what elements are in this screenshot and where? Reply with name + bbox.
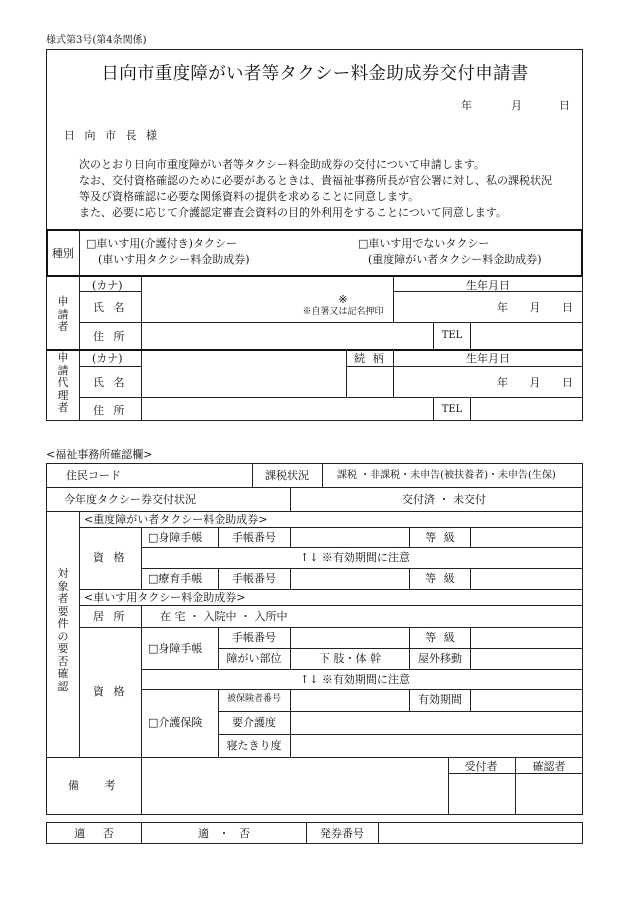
agent-tel-label: TEL [441,404,463,415]
agent-name-label: 氏 名 [93,376,128,389]
form-number: 様式第3号(第4条関係) [46,35,147,46]
type-label: 種別 [52,247,74,260]
severe-disability-notebook-checkbox[interactable]: □身障手帳 [148,531,203,544]
remarks-label: 備 考 [68,779,116,792]
type-option-wheelchair[interactable]: □車いす用(介護付き)タクシー [86,237,237,250]
wheelchair-validity-note: ↑↓ ※有効期間に注意 [300,673,410,686]
residence-label: 居 所 [93,610,128,623]
statement-line-1: 次のとおり日向市重度障がい者等タクシー料金助成券の交付について申請します。 [79,158,485,171]
wheelchair-notebook-number-label: 手帳番号 [232,631,276,644]
applicant-kana-label: (カナ) [92,279,123,292]
severe-grade-label: 等 級 [425,531,455,544]
ticket-number-label: 発券番号 [320,827,364,840]
eligibility-row [46,822,583,844]
date-month: 月 [511,99,522,112]
tax-status-label: 課税状況 [265,469,309,482]
statement-line-2: なお、交付資格確認のために必要があるときは、貴福祉事務所長が官公署に対し、私の課税状況 [79,174,552,187]
applicant-birthdate-ymd: 年 月 日 [497,301,573,314]
agent-relation-label: 続 柄 [354,352,384,365]
statement-line-4: また、必要に応じて介護認定審査会資料の目的外利用をすることについて同意します。 [79,206,507,219]
page-title: 日向市重度障がい者等タクシー料金助成券交付申請書 [101,64,529,84]
valid-period-label: 有効期間 [418,693,462,706]
care-insurance-checkbox[interactable]: □介護保険 [148,716,203,729]
wheelchair-grade-label: 等 級 [425,631,455,644]
agent-label: 申請代理者 [57,351,69,414]
residence-options: 在 宅 ・ 入院中 ・ 入所中 [160,610,288,623]
care-level-label: 要介護度 [232,716,276,729]
disability-part-label: 障がい部位 [226,652,282,665]
ticket-status-label: 今年度タクシー券交付状況 [64,493,196,506]
receiver-label: 受付者 [464,760,498,773]
eligibility-options: 適 ・ 否 [198,827,250,840]
applicant-tel-label: TEL [441,330,463,341]
severe-notebook-number-label: 手帳番号 [232,531,276,544]
addressee: 日 向 市 長 様 [64,129,160,142]
outdoor-movement-label: 屋外移動 [418,652,462,665]
eligibility-label: 適 否 [74,827,114,840]
eligibility-check-label: 対象者要件の要否確認 [57,567,69,693]
ticket-status-options: 交付済 ・ 未交付 [402,493,486,506]
rehab-notebook-number-label: 手帳番号 [232,572,276,585]
resident-code-label: 住民コード [66,469,121,482]
wheelchair-qualification-label: 資 格 [93,685,128,698]
applicant-address-label: 住 所 [93,330,128,343]
office-section-heading: <福祉事務所確認欄> [46,448,153,461]
bedridden-level-label: 寝たきり度 [226,739,282,752]
seal-note: ※自署又は記名押印 [302,307,384,317]
agent-birthdate-ymd: 年 月 日 [497,376,573,389]
disability-part-options: 下 肢・体 幹 [319,652,381,665]
applicant-name-label: 氏 名 [93,301,128,314]
rehab-notebook-checkbox[interactable]: □療育手帳 [148,572,203,585]
severe-validity-note: ↑↓ ※有効期間に注意 [300,551,410,564]
wheelchair-disability-notebook-checkbox[interactable]: □身障手帳 [148,642,203,655]
insured-number-label: 被保険者番号 [226,694,282,704]
rehab-grade-label: 等 級 [425,572,455,585]
severe-qualification-label: 資 格 [93,551,128,564]
confirmer-label: 確認者 [532,760,566,773]
date-year: 年 [461,99,472,112]
type-option-non-wheelchair-note: (重度障がい者タクシー料金助成券) [368,253,542,266]
severe-ticket-heading: <重度障がい者タクシー料金助成券> [84,513,268,526]
agent-address-label: 住 所 [93,404,128,417]
wheelchair-ticket-heading: <車いす用タクシー料金助成券> [84,591,246,604]
tax-status-options: 課税 ・非課税・未申告(被扶養者)・未申告(生保) [337,470,556,481]
applicant-label: 申請者 [57,295,69,333]
agent-kana-label: (カナ) [92,352,123,365]
statement-line-3: 等及び資格確認に必要な関係資料の提供を求めることに同意します。 [79,190,420,203]
agent-birthdate-label: 生年月日 [466,352,510,365]
date-day: 日 [559,99,570,112]
seal-mark: ※ [338,293,348,306]
type-option-wheelchair-note: (車いす用タクシー料金助成券) [98,253,250,266]
applicant-birthdate-label: 生年月日 [466,279,510,292]
type-option-non-wheelchair[interactable]: □車いす用でないタクシー [358,237,490,250]
